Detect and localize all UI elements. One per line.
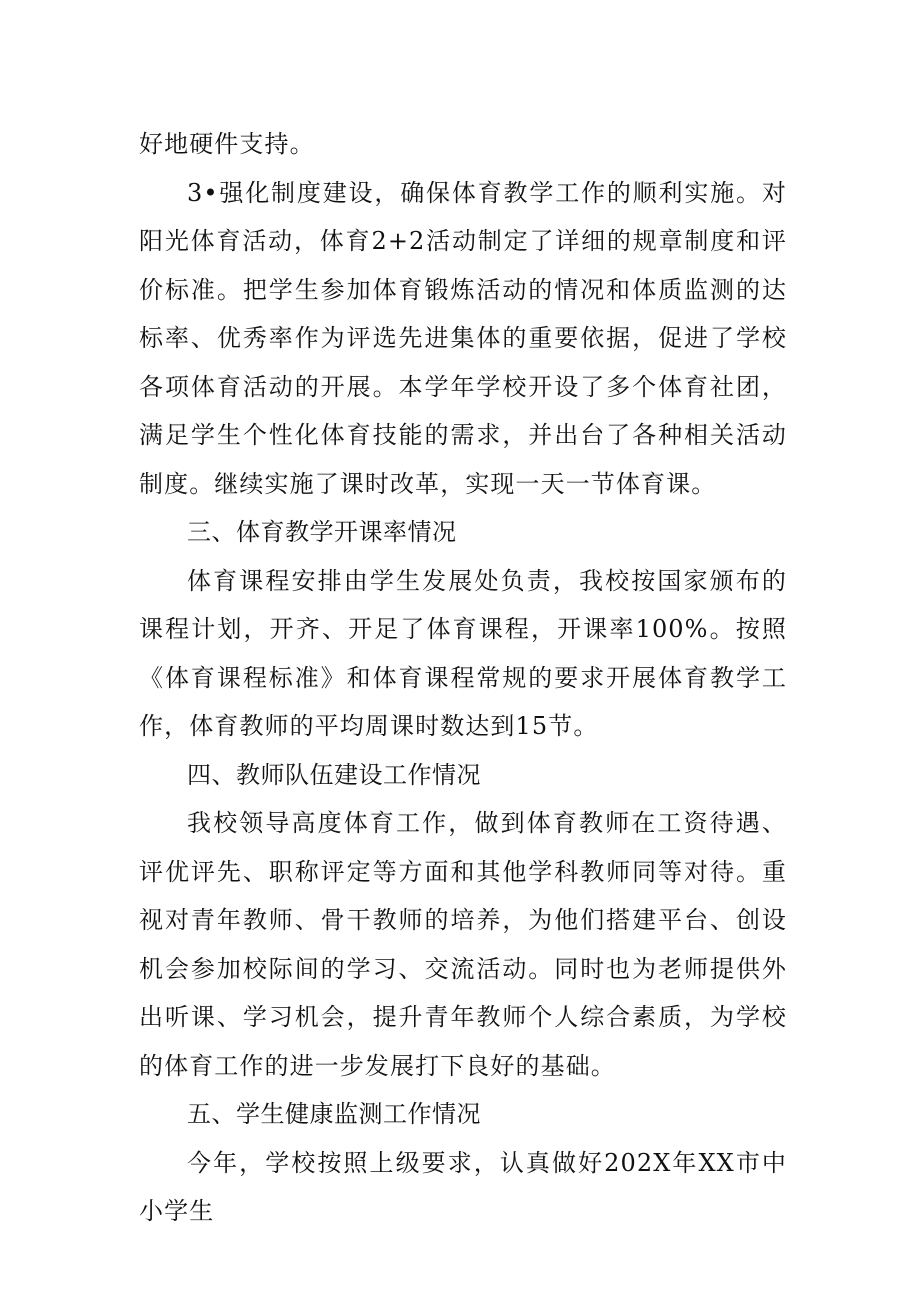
section-heading-4: 四、教师队伍建设工作情况 bbox=[187, 760, 481, 789]
document-body bbox=[139, 120, 787, 1236]
paragraph-system-building: 3•强化制度建设，确保体育教学工作的顺利实施。对阳光体育活动，体育2+2活动制定了详细的规章制度和评价标准。把学生参加体育锻炼活动的情况和体质监测的达标率、优秀率作为评选先进集体的重要依据，促进了学校各项体育活动的开展。本学年学校开设了多个体育社团，满足学生个性化体育技能的需求，并出台了各种相关活动制度。继续实施了课时改革，实现一天一节体育课。 bbox=[139, 178, 787, 498]
paragraph-health-monitoring: 今年，学校按照上级要求，认真做好202X年XX市中小学生 bbox=[139, 1148, 787, 1225]
paragraph-teacher-team: 我校领导高度体育工作，做到体育教师在工资待遇、评优评先、职称评定等方面和其他学科教师同等对待。重视对青年教师、骨干教师的培养，为他们搭建平台、创设机会参加校际间的学习、交流活动。同时也为老师提供外出听课、学习机会，提升青年教师个人综合素质，为学校的体育工作的进一步发展打下良好的基础。 bbox=[139, 809, 787, 1080]
section-heading-3: 三、体育教学开课率情况 bbox=[187, 518, 457, 546]
paragraph-course-rate: 体育课程安排由学生发展处负责，我校按国家颁布的课程计划，开齐、开足了体育课程，开课率100%。按照《体育课程标准》和体育课程常规的要求开展体育教学工作，体育教师的平均周课时数达到15节。 bbox=[139, 566, 787, 740]
paragraph-continuation: 好地硬件支持。 bbox=[139, 130, 315, 158]
section-heading-5: 五、学生健康监测工作情况 bbox=[187, 1100, 481, 1128]
